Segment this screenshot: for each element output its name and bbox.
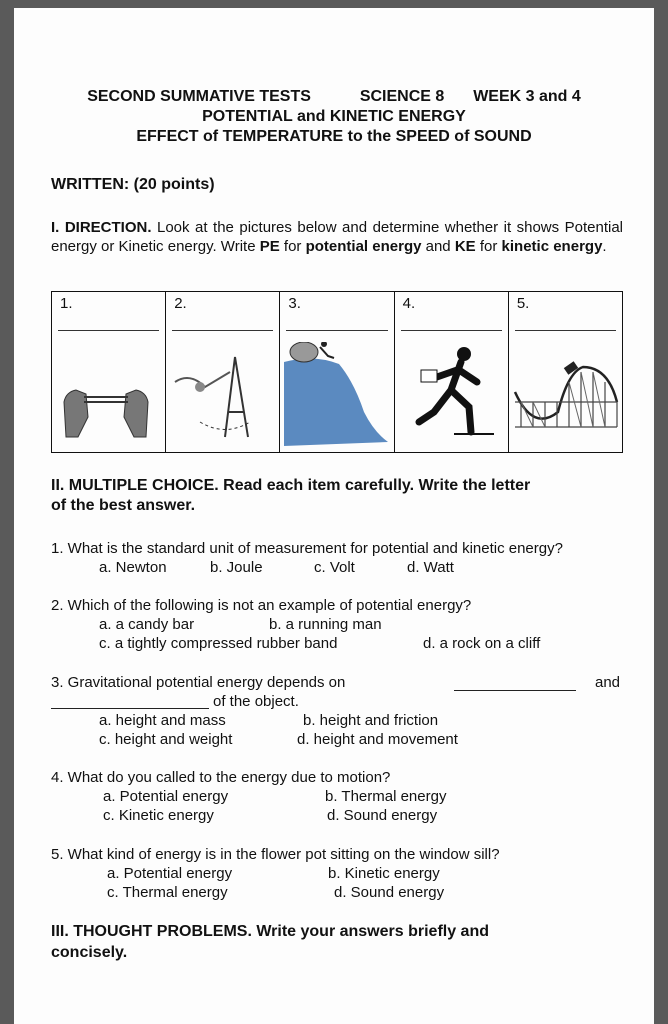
part2-title-line1: II. MULTIPLE CHOICE. Read each item carefully. Write the letter (51, 477, 531, 494)
stretched-rubber-band-icon (56, 342, 156, 442)
question-2: 2. Which of the following is not an example of potential energy? (51, 597, 472, 614)
part3-title-line2: concisely. (51, 944, 128, 961)
written-heading: WRITTEN: (20 points) (51, 176, 215, 193)
picture-cell-3 (280, 292, 394, 452)
q1-option-c: c. Volt (314, 559, 355, 576)
title-subject: SCIENCE 8 (359, 88, 445, 105)
question-4: 4. What do you called to the energy due to motion? (51, 769, 391, 786)
q2-option-c: c. a tightly compressed rubber band (99, 635, 338, 652)
question-5: 5. What kind of energy is in the flower pot sitting on the window sill? (51, 846, 500, 863)
part1-direction: I. DIRECTION. Look at the pictures below and determine whether it shows Potential energy or Kinetic energy. Write PE for potential energy and KE for kinetic energy. (51, 219, 624, 255)
q5-option-a: a. Potential energy (107, 865, 233, 882)
answer-line[interactable] (401, 330, 502, 331)
q1-option-b: b. Joule (210, 559, 263, 576)
title-left: SECOND SUMMATIVE TESTS (87, 88, 311, 105)
picture-number: 5. (516, 295, 530, 312)
q2-option-b: b. a running man (269, 616, 382, 633)
q3-option-c: c. height and weight (99, 731, 233, 748)
question-3: 3. Gravitational potential energy depends on (51, 674, 346, 691)
q3-blank-2[interactable] (51, 692, 209, 709)
picture-number: 3. (288, 295, 301, 312)
q4-option-b: b. Thermal energy (325, 788, 447, 805)
pictures-table (51, 291, 623, 453)
test-title (14, 88, 654, 106)
question-1: 1. What is the standard unit of measurement for potential and kinetic energy? (51, 540, 563, 557)
subtitle-2: EFFECT of TEMPERATURE to the SPEED of SOUND (136, 128, 532, 145)
q5-option-b: b. Kinetic energy (328, 865, 440, 882)
title-week: WEEK 3 and 4 (473, 88, 581, 105)
running-man-icon (399, 342, 499, 442)
picture-number: 4. (402, 295, 416, 312)
part2-title-line2: of the best answer. (51, 497, 196, 514)
picture-cell-2 (166, 292, 280, 452)
picture-cell-1 (52, 292, 166, 452)
slingshot-icon (170, 342, 270, 442)
q3-end: of the object. (213, 693, 299, 710)
boulder-on-cliff-icon (284, 342, 388, 446)
part3-title-line1: III. THOUGHT PROBLEMS. Write your answers briefly and (51, 923, 489, 940)
q3-blank-1[interactable] (454, 673, 576, 691)
q3-option-b: b. height and friction (303, 712, 439, 729)
picture-number: 1. (60, 295, 73, 312)
q4-option-d: d. Sound energy (327, 807, 438, 824)
q5-option-c: c. Thermal energy (107, 884, 228, 901)
roller-coaster-icon (513, 342, 619, 442)
q4-option-c: c. Kinetic energy (103, 807, 214, 824)
q1-option-d: d. Watt (407, 559, 454, 576)
q5-option-d: d. Sound energy (334, 884, 445, 901)
q4-option-a: a. Potential energy (103, 788, 229, 805)
q2-option-d: d. a rock on a cliff (423, 635, 541, 652)
q1-option-a: a. Newton (99, 559, 167, 576)
subtitle-1: POTENTIAL and KINETIC ENERGY (202, 108, 466, 125)
answer-line[interactable] (172, 330, 273, 331)
picture-cell-5 (509, 292, 622, 452)
q2-option-a: a. a candy bar (99, 616, 195, 633)
worksheet-page (14, 8, 654, 1024)
answer-line[interactable] (515, 330, 616, 331)
picture-cell-4 (395, 292, 509, 452)
q3-and: and (595, 674, 621, 691)
picture-number: 2. (174, 295, 187, 312)
answer-line[interactable] (286, 330, 387, 331)
q3-option-d: d. height and movement (297, 731, 458, 748)
q3-option-a: a. height and mass (99, 712, 226, 729)
answer-line[interactable] (58, 330, 159, 331)
